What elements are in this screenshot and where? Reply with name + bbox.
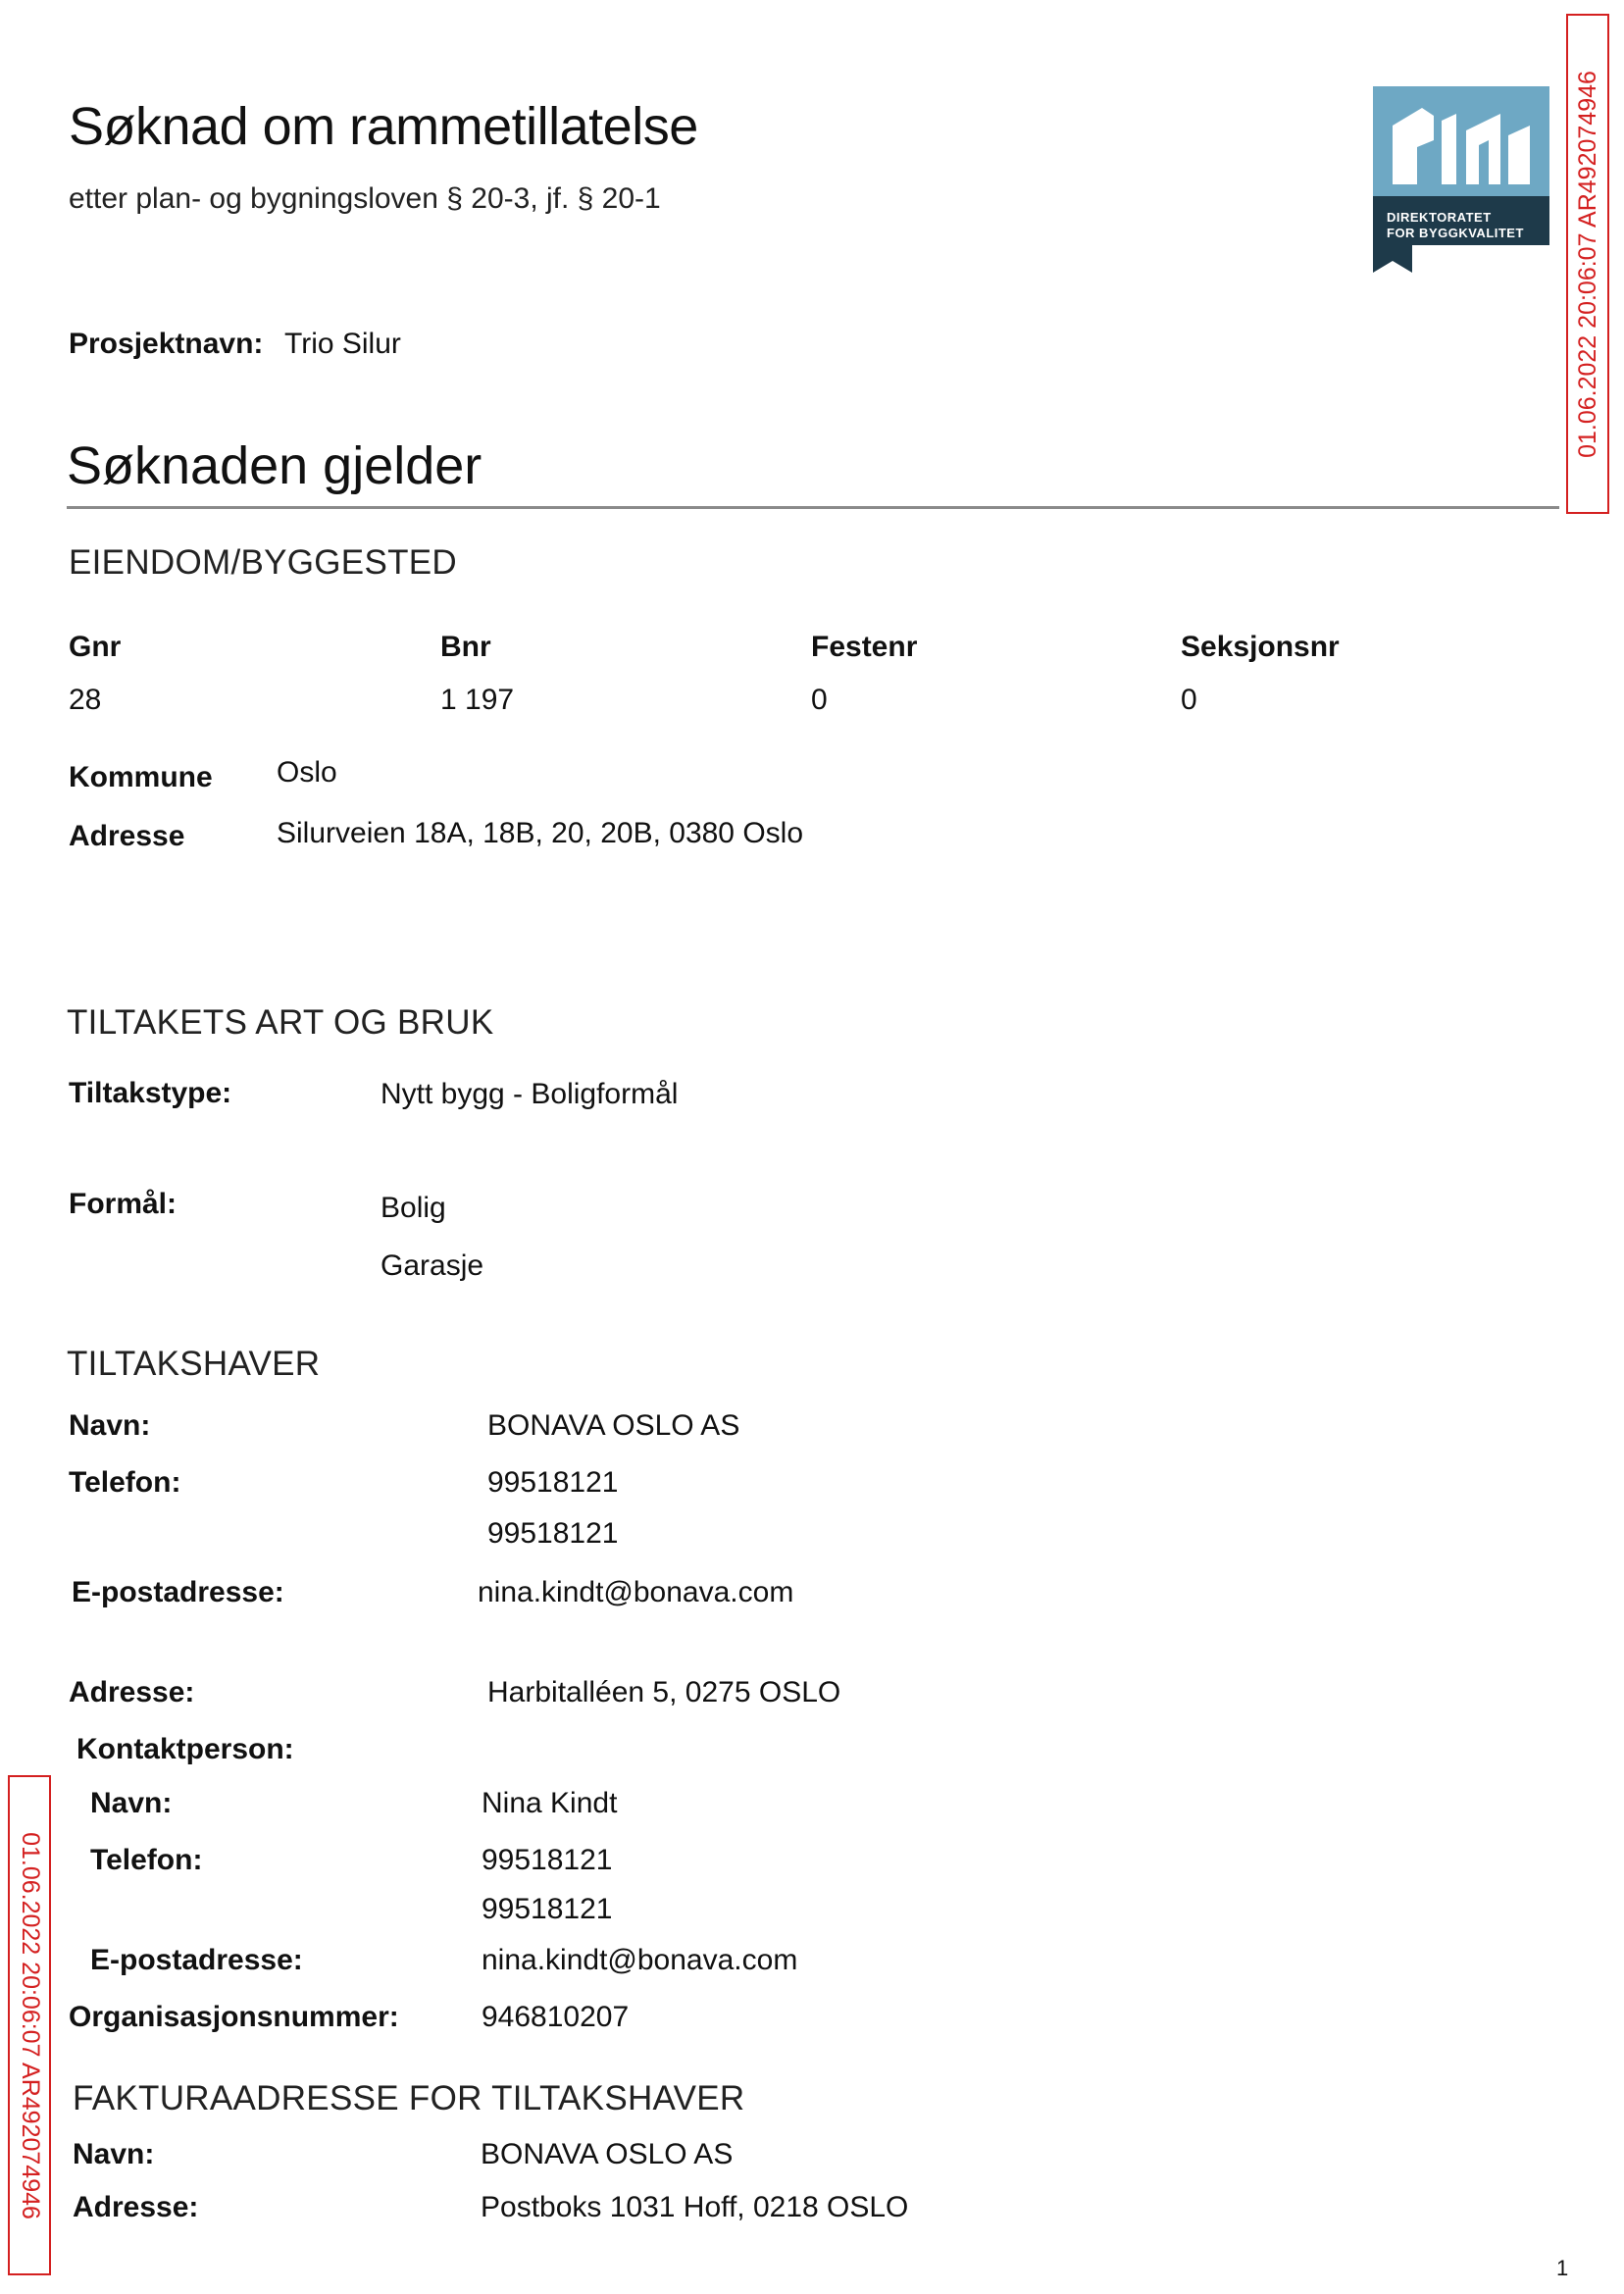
kontakt-telefon-label: Telefon: [90, 1844, 203, 1876]
tiltakshaver-navn-label: Navn: [69, 1409, 151, 1442]
logo-text-line1: DIREKTORATET [1387, 210, 1492, 225]
tiltakshaver-epost-label: E-postadresse: [72, 1576, 284, 1608]
tiltakshaver-telefon-value-1: 99518121 [487, 1466, 619, 1499]
seksjonsnr-value: 0 [1181, 684, 1197, 716]
section-tiltak-heading: TILTAKETS ART OG BRUK [67, 1003, 494, 1042]
document-title: Søknad om rammetillatelse [69, 97, 698, 156]
kontakt-navn-label: Navn: [90, 1787, 173, 1819]
gnr-value: 28 [69, 684, 102, 716]
document-subtitle: etter plan- og bygningsloven § 20-3, jf. § 20-1 [69, 182, 661, 215]
timestamp-stamp-right [1566, 14, 1609, 514]
kontaktperson-label: Kontaktperson: [76, 1733, 294, 1765]
project-value: Trio Silur [284, 328, 401, 360]
kommune-value: Oslo [277, 756, 337, 789]
kontakt-epost-value: nina.kindt@bonava.com [482, 1944, 798, 1976]
tiltakshaver-adresse-label: Adresse: [69, 1676, 195, 1708]
kontakt-navn-value: Nina Kindt [482, 1787, 618, 1819]
org-nummer-value: 946810207 [482, 2001, 630, 2033]
adresse-label: Adresse [69, 820, 185, 852]
faktura-navn-label: Navn: [73, 2138, 155, 2170]
heading-divider [67, 506, 1559, 509]
stamp-text: 01.06.2022 20:06:07 AR492074946 [1573, 70, 1601, 458]
tiltakshaver-adresse-value: Harbitalléen 5, 0275 OSLO [487, 1676, 841, 1708]
timestamp-stamp-left [8, 1775, 51, 2275]
tiltakshaver-epost-value: nina.kindt@bonava.com [478, 1576, 794, 1608]
kontakt-epost-label: E-postadresse: [90, 1944, 303, 1976]
logo-text-line2: FOR BYGGKVALITET [1387, 226, 1524, 240]
main-heading: Søknaden gjelder [67, 436, 482, 495]
festenr-value: 0 [811, 684, 828, 716]
dibk-logo [1373, 86, 1549, 273]
faktura-adresse-value: Postboks 1031 Hoff, 0218 OSLO [481, 2191, 909, 2223]
section-tiltakshaver-heading: TILTAKSHAVER [67, 1345, 321, 1383]
kontakt-telefon-value-1: 99518121 [482, 1844, 613, 1876]
tiltakstype-value: Nytt bygg - Boligformål [381, 1078, 679, 1110]
gnr-label: Gnr [69, 631, 122, 663]
adresse-value: Silurveien 18A, 18B, 20, 20B, 0380 Oslo [277, 817, 804, 849]
stamp-text: 01.06.2022 20:06:07 AR492074946 [16, 1831, 44, 2219]
tiltakshaver-telefon-label: Telefon: [69, 1466, 181, 1499]
tiltakshaver-navn-value: BONAVA OSLO AS [487, 1409, 740, 1442]
formal-value-1: Bolig [381, 1192, 446, 1224]
kommune-label: Kommune [69, 761, 213, 793]
tiltakshaver-telefon-value-2: 99518121 [487, 1517, 619, 1550]
project-label: Prosjektnavn: [69, 328, 264, 360]
bnr-value: 1 197 [440, 684, 515, 716]
faktura-adresse-label: Adresse: [73, 2191, 199, 2223]
tiltakstype-label: Tiltakstype: [69, 1077, 232, 1109]
dibk-logo-graphic [1373, 86, 1549, 273]
org-nummer-label: Organisasjonsnummer: [69, 2001, 399, 2033]
festenr-label: Festenr [811, 631, 918, 663]
section-faktura-heading: FAKTURAADRESSE FOR TILTAKSHAVER [73, 2079, 745, 2117]
formal-value-2: Garasje [381, 1249, 484, 1282]
bnr-label: Bnr [440, 631, 491, 663]
kontakt-telefon-value-2: 99518121 [482, 1893, 613, 1925]
formal-label: Formål: [69, 1188, 178, 1220]
faktura-navn-value: BONAVA OSLO AS [481, 2138, 734, 2170]
section-property-heading: EIENDOM/BYGGESTED [69, 543, 457, 582]
seksjonsnr-label: Seksjonsnr [1181, 631, 1340, 663]
page-number: 1 [1556, 2256, 1569, 2280]
